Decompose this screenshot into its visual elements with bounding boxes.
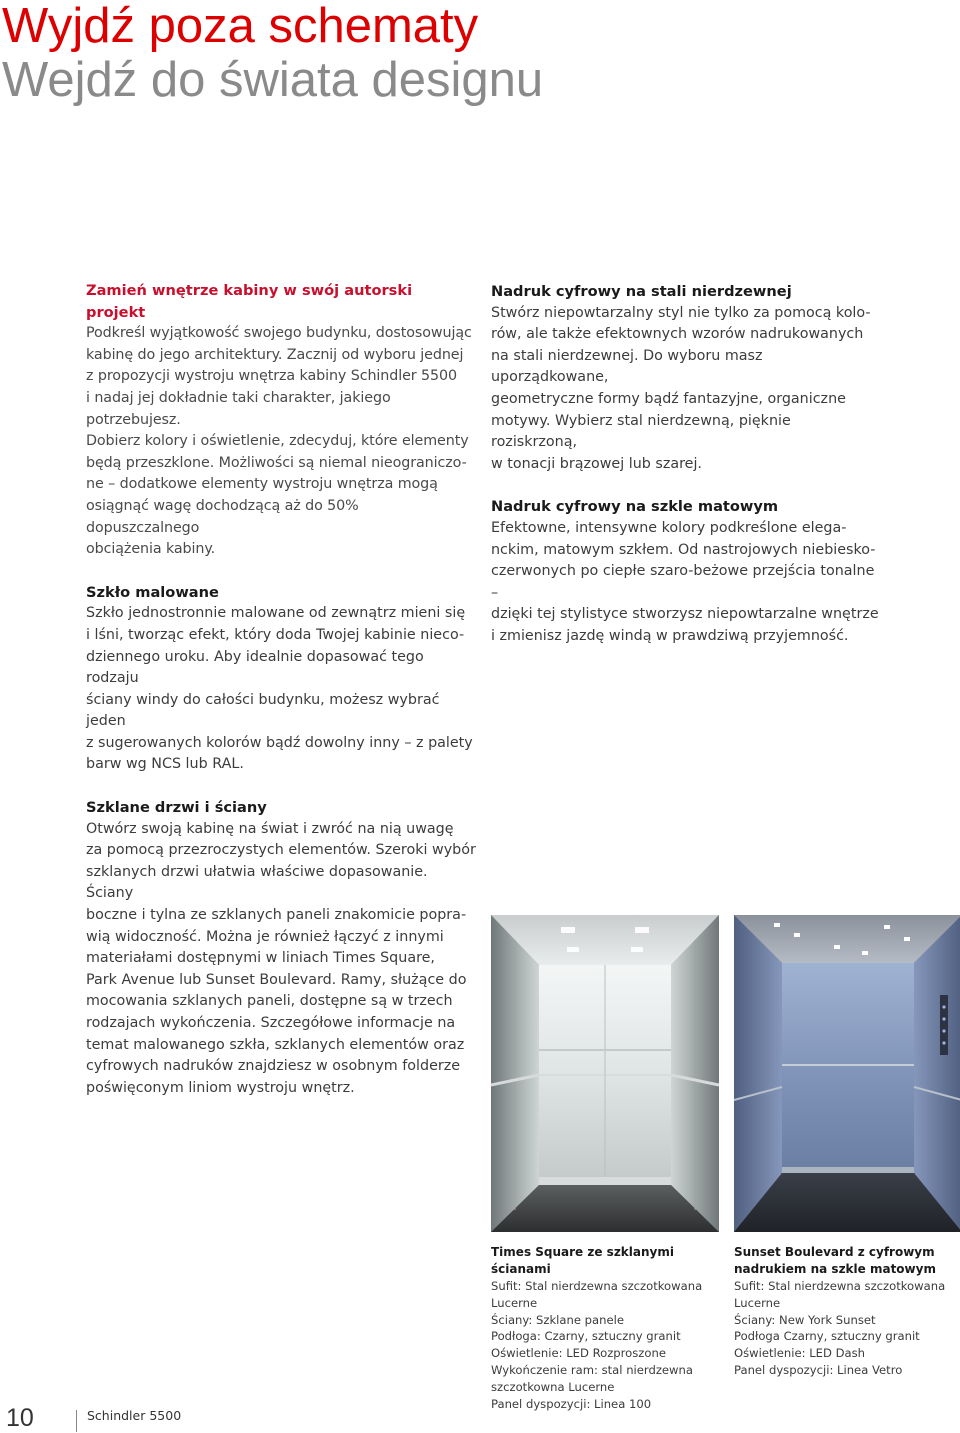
caption-line: Oświetlenie: LED Dash <box>734 1346 866 1361</box>
steel-print-line: w tonacji brązowej lub szarej. <box>491 455 702 472</box>
painted-glass-line: barw wg NCS lub RAL. <box>86 756 244 773</box>
matte-glass-print-line: Efektowne, intensywne kolory podkreślone elega- <box>491 519 847 536</box>
sunset-boulevard-elevator-photo <box>734 915 960 1232</box>
sunset-boulevard-elevator-illustration <box>734 915 960 1232</box>
glass-doors-line: mocowania szklanych paneli, dostępne są w trzech <box>86 993 453 1010</box>
matte-glass-print-line: czerwonych po ciepłe szaro-beżowe przejścia tonalne – <box>491 563 875 601</box>
painted-glass-line: i lśni, tworząc efekt, który doda Twojej kabinie nieco- <box>86 626 465 643</box>
glass-doors-line: rodzajach wykończenia. Szczegółowe informacje na <box>86 1015 456 1031</box>
caption-line: Podłoga: Czarny, sztuczny granit <box>491 1329 681 1344</box>
page-number: 10 <box>6 1404 34 1432</box>
steel-print-heading: Nadruk cyfrowy na stali nierdzewnej <box>491 283 792 300</box>
steel-print-line: geometryczne formy bądź fantazyjne, organiczne <box>491 390 846 407</box>
steel-print-line: motywy. Wybierz stal nierdzewną, pięknie roziskrzoną, <box>491 412 791 451</box>
times-square-elevator-illustration <box>491 915 719 1232</box>
intro-line: kabinę do jego architektury. Zacznij od wyboru jednej <box>86 346 464 363</box>
caption-line: Ściany: New York Sunset <box>734 1312 876 1327</box>
glass-doors-line: wią widoczność. Można je również łączyć z innymi <box>86 928 444 945</box>
matte-glass-print-line: dzięki tej stylistyce stworzysz niepowtarzalne wnętrze <box>491 606 879 623</box>
caption-line: Ściany: Szklane panele <box>491 1312 624 1327</box>
matte-glass-print-section <box>491 496 881 647</box>
intro-line: Dobierz kolory i oświetlenie, zdecyduj, które elementy <box>86 433 469 450</box>
glass-doors-line: szklanych drzwi ułatwia właściwe dopasowanie. Ściany <box>86 863 428 902</box>
sunset-boulevard-caption-title: nadrukiem na szkle matowym <box>734 1262 936 1276</box>
steel-print-line: Stwórz niepowtarzalny styl nie tylko za pomocą kolo- <box>491 304 871 321</box>
glass-doors-line: za pomocą przezroczystych elementów. Szeroki wybór <box>86 842 476 859</box>
matte-glass-print-line: i zmienisz jazdę windą w prawdziwą przyjemność. <box>491 627 849 644</box>
caption-line: szczotkowna Lucerne <box>491 1379 615 1394</box>
caption-line: Lucerne <box>734 1295 781 1310</box>
right-column <box>491 281 881 648</box>
page-title-line-2: Wejdź do świata designu <box>2 53 544 107</box>
painted-glass-line: ściany windy do całości budynku, możesz wybrać jeden <box>86 691 440 730</box>
glass-doors-line: materiałami dostępnymi w liniach Times Square, <box>86 950 435 967</box>
caption-line: Oświetlenie: LED Rozproszone <box>491 1346 666 1361</box>
painted-glass-section <box>86 582 476 776</box>
painted-glass-line: Szkło jednostronnie malowane od zewnątrz mieni się <box>86 605 466 622</box>
steel-print-line: rów, ale także efektownych wzorów nadrukowanych <box>491 326 864 343</box>
caption-line: Podłoga Czarny, sztuczny granit <box>734 1329 920 1344</box>
caption-line: Panel dyspozycji: Linea Vetro <box>734 1362 903 1377</box>
glass-doors-line: Otwórz swoją kabinę na świat i zwróć na nią uwagę <box>86 820 454 837</box>
intro-section <box>86 280 476 561</box>
intro-heading: Zamień wnętrze kabiny w swój autorski projekt <box>86 282 413 321</box>
glass-doors-line: cyfrowych nadruków znajdziesz w osobnym folderze <box>86 1058 461 1075</box>
matte-glass-print-line: nckim, matowym szkłem. Od nastrojowych niebiesko- <box>491 541 876 558</box>
caption-line: Wykończenie ram: stal nierdzewna <box>491 1362 693 1377</box>
caption-line: Panel dyspozycji: Linea 100 <box>491 1396 652 1411</box>
left-column <box>86 280 476 1099</box>
glass-doors-heading: Szklane drzwi i ściany <box>86 799 267 817</box>
glass-doors-section <box>86 797 476 1099</box>
intro-line: osiągnąć wagę dochodzącą aż do 50% dopuszczalnego <box>86 497 359 536</box>
intro-line: z propozycji wystroju wnętrza kabiny Schindler 5500 <box>86 368 457 385</box>
caption-line: Sufit: Stal nierdzewna szczotkowana <box>491 1279 703 1293</box>
glass-doors-line: poświęconym liniom wystroju wnętrz. <box>86 1079 355 1096</box>
intro-line: ne – dodatkowe elementy wystroju wnętrza mogą <box>86 476 438 493</box>
times-square-caption <box>491 1244 721 1412</box>
intro-line: Podkreśl wyjątkowość swojego budynku, dostosowując <box>86 325 472 342</box>
intro-line: i nadaj jej dokładnie taki charakter, jakiego potrzebujesz. <box>86 389 391 428</box>
footer-divider <box>76 1410 77 1432</box>
times-square-caption-title: Times Square ze szklanymi ścianami <box>491 1245 674 1276</box>
painted-glass-line: dziennego uroku. Aby idealnie dopasować tego rodzaju <box>86 648 424 687</box>
glass-doors-line: Park Avenue lub Sunset Boulevard. Ramy, służące do <box>86 971 467 988</box>
caption-line: Lucerne <box>491 1295 538 1310</box>
footer-brand: Schindler 5500 <box>87 1408 182 1423</box>
sunset-boulevard-caption-title: Sunset Boulevard z cyfrowym <box>734 1245 935 1259</box>
glass-doors-line: boczne i tylna ze szklanych paneli znakomicie popra- <box>86 907 467 924</box>
times-square-elevator-photo <box>491 915 719 1232</box>
glass-doors-line: temat malowanego szkła, szklanych elementów oraz <box>86 1036 465 1053</box>
steel-print-line: na stali nierdzewnej. Do wyboru masz uporządkowane, <box>491 347 763 386</box>
matte-glass-print-heading: Nadruk cyfrowy na szkle matowym <box>491 498 779 516</box>
intro-line: obciążenia kabiny. <box>86 541 216 558</box>
caption-line: Sufit: Stal nierdzewna szczotkowana <box>734 1279 946 1293</box>
painted-glass-line: z sugerowanych kolorów bądź dowolny inny – z palety <box>86 734 473 751</box>
steel-print-section <box>491 281 881 475</box>
intro-line: będą przeszklone. Możliwości są niemal nieograniczo- <box>86 454 467 471</box>
painted-glass-heading: Szkło malowane <box>86 583 219 601</box>
page-title-line-1: Wyjdź poza schematy <box>2 0 479 53</box>
sunset-boulevard-caption <box>734 1244 956 1379</box>
